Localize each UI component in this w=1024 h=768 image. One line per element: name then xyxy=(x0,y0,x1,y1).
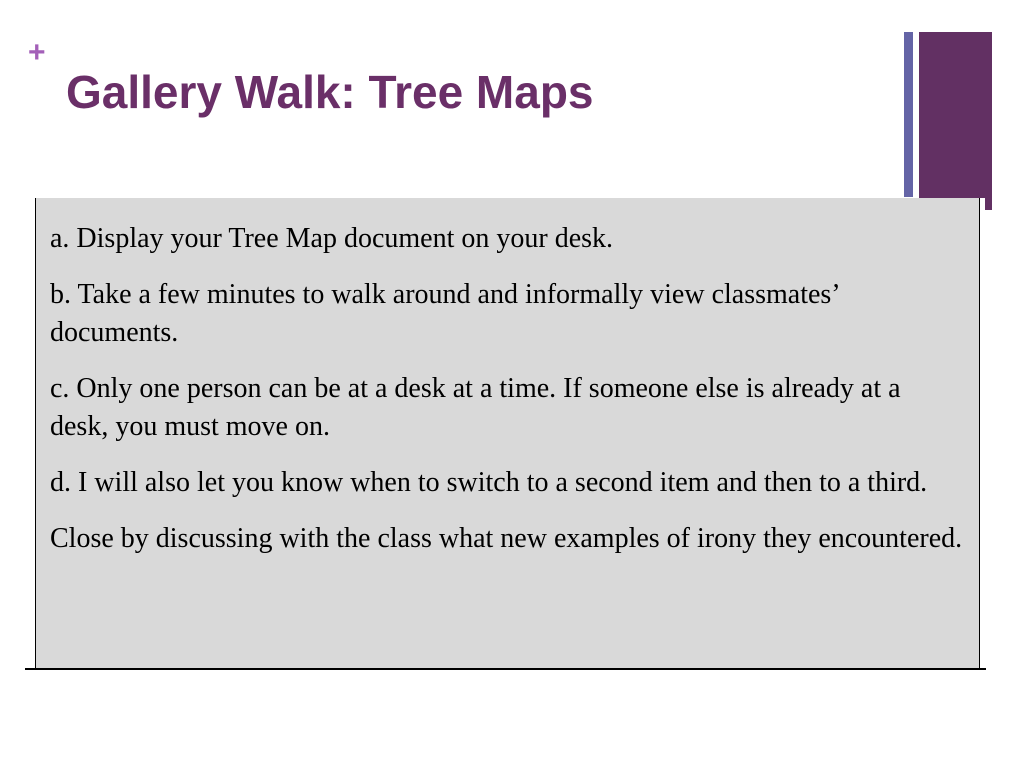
instructions-list xyxy=(36,198,979,558)
plus-icon: + xyxy=(28,36,46,69)
instruction-step-d: d. I will also let you know when to switch to a second item and then to a third. xyxy=(50,467,928,498)
instruction-step-a: a. Display your Tree Map document on your desk. xyxy=(50,223,614,254)
slide-title: Gallery Walk: Tree Maps xyxy=(66,66,594,118)
instruction-closing: Close by discussing with the class what new examples of irony they encountered. xyxy=(50,523,963,554)
instruction-step-c: c. Only one person can be at a desk at a time. If someone else is already at a desk, you must move on. xyxy=(50,373,901,442)
accent-bar-thick xyxy=(919,32,992,198)
bottom-rule xyxy=(25,668,986,670)
instruction-step-b: b. Take a few minutes to walk around and informally view classmates’ documents. xyxy=(50,279,839,348)
instructions-box xyxy=(35,198,980,669)
accent-bar-thin xyxy=(904,32,913,197)
accent-bar-tail xyxy=(985,196,992,210)
